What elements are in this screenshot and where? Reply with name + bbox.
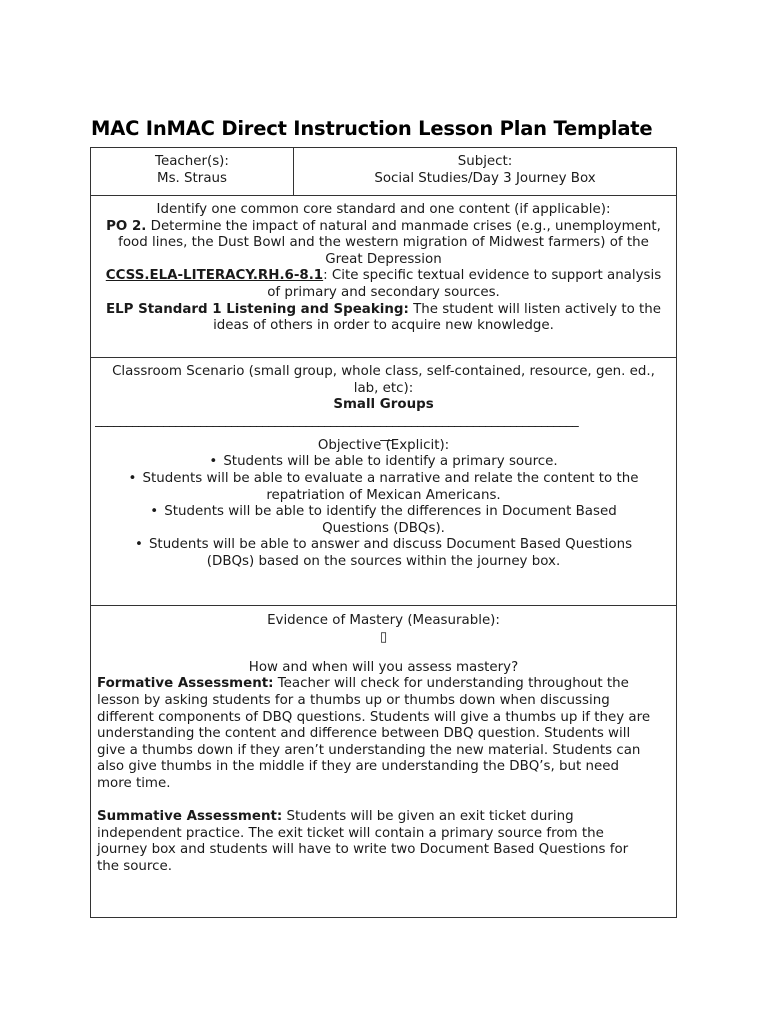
ccss-link[interactable]: CCSS.ELA-LITERACY.RH.6-8.1 [105, 268, 324, 284]
elp-label: ELP Standard 1 Listening and Speaking: [105, 301, 409, 317]
standards-cell [91, 196, 676, 357]
standards-intro: Identify one common core standard and one content (if applicable): [156, 202, 611, 217]
formative-label: Formative Assessment: [97, 676, 274, 692]
teacher-value: Ms. Straus [157, 170, 227, 186]
scenario-cell [91, 358, 676, 605]
objective-text: Students will be able to identify the differences in Document Based [164, 504, 617, 520]
summative-line: the source. [97, 858, 172, 874]
objective-text: Students will be able to identify a primary source. [223, 454, 558, 470]
subject-cell [294, 148, 676, 195]
po-text-2: food lines, the Dust Bowl and the western migration of Midwest farmers) of the [118, 235, 649, 251]
subject-value: Social Studies/Day 3 Journey Box [374, 170, 596, 186]
objective-label: Objective (Explicit): [317, 437, 450, 453]
spacer [97, 793, 670, 810]
standards-row [91, 196, 676, 358]
scenario-label-2: lab, etc): [353, 380, 414, 396]
formative-line: Teacher will check for understanding throughout the [273, 676, 629, 692]
mastery-row [91, 606, 676, 917]
bullet-icon: • [150, 504, 159, 520]
ccss-text-2: of primary and secondary sources. [267, 284, 500, 300]
mastery-question: How and when will you assess mastery? [248, 659, 519, 675]
objective-item [97, 454, 670, 471]
summative-line: journey box and students will have to write two Document Based Questions for [97, 842, 629, 858]
teacher-label: Teacher(s): [155, 154, 229, 169]
separator-rule: ______________________________________________________________________________ [95, 413, 579, 428]
page-title: MAC InMAC Direct Instruction Lesson Plan Template [91, 117, 653, 140]
objective-item [97, 471, 670, 488]
bullet-icon: • [128, 470, 137, 486]
scenario-label-1: Classroom Scenario (small group, whole class, self-contained, resource, gen. ed., [112, 364, 655, 379]
separator-rule-tail: __ [380, 427, 393, 442]
po-standard [97, 219, 670, 236]
summative-label: Summative Assessment: [97, 809, 283, 825]
objective-item [97, 504, 670, 521]
objective-continuation: Questions (DBQs). [322, 520, 445, 536]
header-row [91, 148, 676, 196]
formative-line: different components of DBQ questions. Students will give a thumbs up if they are [97, 709, 651, 725]
formative-line: lesson by asking students for a thumbs up or thumbs down when discussing [97, 692, 610, 708]
ccss-text-1: : Cite specific textual evidence to support analysis [323, 268, 662, 284]
objective-continuation: (DBQs) based on the sources within the journey box. [206, 553, 561, 569]
lesson-plan-table [90, 147, 677, 918]
formative-line: understanding the content and difference between DBQ question. Students will [97, 726, 631, 742]
formative-line: more time. [97, 775, 171, 791]
summative-assessment [97, 809, 670, 875]
objective-item [97, 537, 670, 554]
mastery-cell [91, 606, 676, 917]
summative-line: independent practice. The exit ticket will contain a primary source from the [97, 825, 604, 841]
scenario-value: Small Groups [333, 397, 434, 413]
elp-text-2: ideas of others in order to acquire new knowledge. [213, 318, 554, 334]
po-text-1: Determine the impact of natural and manmade crises (e.g., unemployment, [146, 218, 661, 234]
mastery-label: Evidence of Mastery (Measurable): [267, 613, 500, 628]
bullet-icon: • [209, 454, 218, 470]
formative-assessment [97, 676, 670, 792]
objective-continuation: repatriation of Mexican Americans. [266, 487, 501, 503]
ccss-standard [97, 268, 670, 285]
objective-text: Students will be able to answer and discuss Document Based Questions [148, 537, 633, 553]
placeholder-box-icon: ▯ [379, 629, 388, 645]
summative-line: Students will be given an exit ticket during [282, 809, 574, 825]
bullet-icon: • [134, 537, 143, 553]
po-text-3: Great Depression [325, 251, 442, 267]
objective-text: Students will be able to evaluate a narrative and relate the content to the [142, 470, 639, 486]
elp-text-1: The student will listen actively to the [408, 301, 661, 317]
formative-line: give a thumbs down if they aren’t understanding the new material. Students can [97, 742, 641, 758]
teacher-cell [91, 148, 294, 195]
po-label: PO 2. [106, 218, 147, 234]
subject-label: Subject: [457, 154, 513, 169]
scenario-row [91, 358, 676, 606]
formative-line: also give thumbs in the middle if they are understanding the DBQ’s, but need [97, 759, 619, 775]
elp-standard [97, 302, 670, 319]
